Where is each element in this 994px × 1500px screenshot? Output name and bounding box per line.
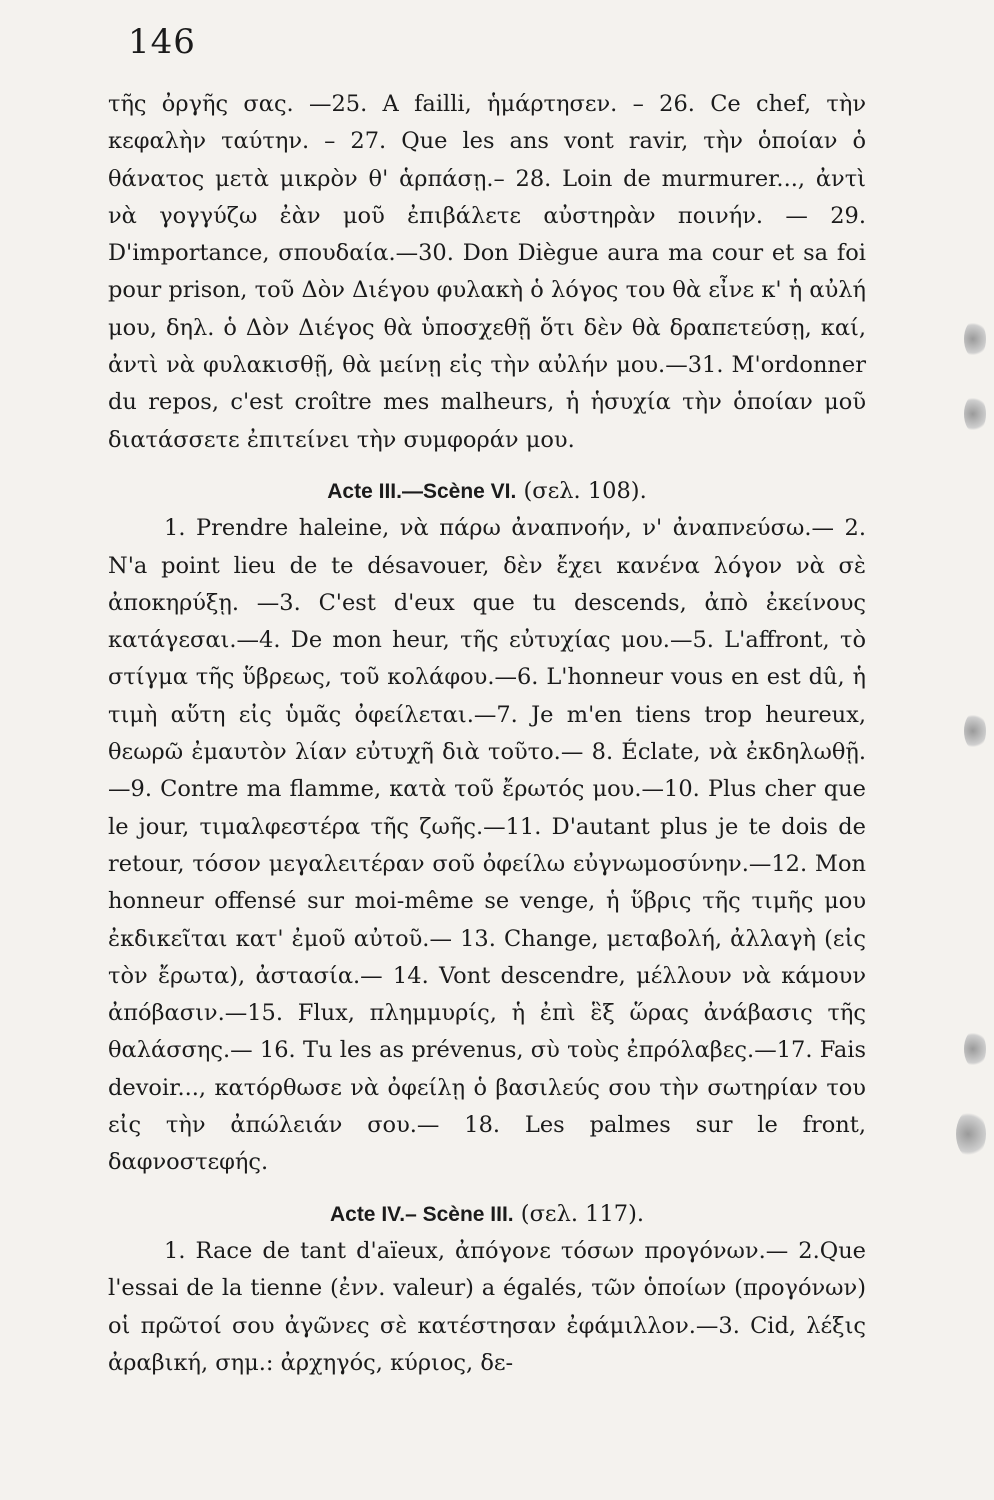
section-heading-act-4 (108, 1196, 866, 1233)
binding-hole-mark (964, 1030, 986, 1068)
heading-act-scene: Acte III.—Scène VI. (327, 479, 517, 503)
binding-hole-mark (964, 395, 986, 433)
binding-hole-mark (964, 320, 986, 358)
binding-hole-mark (956, 1110, 986, 1158)
binding-hole-mark (964, 712, 986, 750)
section-heading-act-3 (108, 473, 866, 510)
heading-page-ref: (σελ. 117). (520, 1200, 645, 1227)
heading-page-ref: (σελ. 108). (523, 477, 647, 504)
page-number: 146 (128, 22, 196, 62)
paragraph-continuation: τῆς ὀργῆς σας. —25. A failli, ἡμάρτησεν. – 26. Ce chef, τὴν κεφαλὴν ταύτην. – 27. Que les ans vont ravir, τὴν ὁποίαν ὁ θάνατος μετὰ μικρὸν θ' ἁρπάσῃ.– 28. Loin de murmurer..., ἀντὶ νὰ γογγύζω ἐὰν μοῦ ἐπιβάλετε αὐστηρὰν ποινήν. — 29. D'importance, σπουδαία.—30. Don Diègue aura ma cour et sa foi pour prison, τοῦ Δὸν Διέγου φυλακὴ ὁ λόγος του θὰ εἶνε κ' ἡ αὐλή μου, δηλ. ὁ Δὸν Διέγος θὰ ὑποσχεθῇ ὅτι δὲν θὰ δραπετεύσῃ, καί, ἀντὶ νὰ φυλακισθῇ, θὰ μείνῃ εἰς τὴν αὐλήν μου.—31. M'ordonner du repos, c'est croître mes malheurs, ἡ ἡσυχία τὴν ὁποίαν μοῦ διατάσσετε ἐπιτείνει τὴν συμφοράν μου. (108, 91, 866, 453)
paragraph-act-3-notes: 1. Prendre haleine, νὰ πάρω ἀναπνοήν, ν' ἀναπνεύσω.— 2. N'a point lieu de te désavouer, δὲν ἔχει κανένα λόγον νὰ σὲ ἀποκηρύξῃ. —3. C'est d'eux que tu descends, ἀπὸ ἐκείνους κατάγεσαι.—4. De mon heur, τῆς εὐτυχίας μου.—5. L'affront, τὸ στίγμα τῆς ὕβρεως, τοῦ κολάφου.—6. L'honneur vous en est dû, ἡ τιμὴ αὕτη εἰς ὑμᾶς ὀφείλεται.—7. Je m'en tiens trop heureux, θεωρῶ ἐμαυτὸν λίαν εὐτυχῆ διὰ τοῦτο.— 8. Éclate, νὰ ἐκδηλωθῇ.—9. Contre ma flamme, κατὰ τοῦ ἔρωτός μου.—10. Plus cher que le jour, τιμαλφεστέρα τῆς ζωῆς.—11. D'autant plus je te dois de retour, τόσον μεγαλειτέραν σοῦ ὀφείλω εὐγνωμοσύνην.—12. Mon honneur offensé sur moi-même se venge, ἡ ὕβρις τῆς τιμῆς μου ἐκδικεῖται κατ' ἐμοῦ αὐτοῦ.— 13. Change, μεταβολή, ἀλλαγὴ (εἰς τὸν ἔρωτα), ἀστασία.— 14. Vont descendre, μέλλουν νὰ κάμουν ἀπόβασιν.—15. Flux, πλημμυρίς, ἡ ἐπὶ ἓξ ὥρας ἀνάβασις τῆς θαλάσσης.— 16. Tu les as prévenus, σὺ τοὺς ἐπρόλαβες.—17. Fais devoir..., κατόρθωσε νὰ ὀφείλῃ ὁ βασιλεύς σου τὴν σωτηρίαν του εἰς τὴν ἀπώλειάν σου.— 18. Les palmes sur le front, δαφνοστεφής. (108, 515, 866, 1176)
paragraph-act-4-notes: 1. Race de tant d'aïeux, ἀπόγονε τόσων προγόνων.— 2.Que l'essai de la tienne (ἐνν. valeur) a égalés, τῶν ὁποίων (προγόνων) οἱ πρῶτοί σου ἀγῶνες σὲ κατέστησαν ἐφάμιλλον.—3. Cid, λέξις ἀραβική, σημ.: ἀρχηγός, κύριος, δε- (108, 1237, 866, 1376)
page-body (108, 86, 866, 1382)
heading-act-scene: Acte IV.– Scène III. (329, 1202, 514, 1226)
